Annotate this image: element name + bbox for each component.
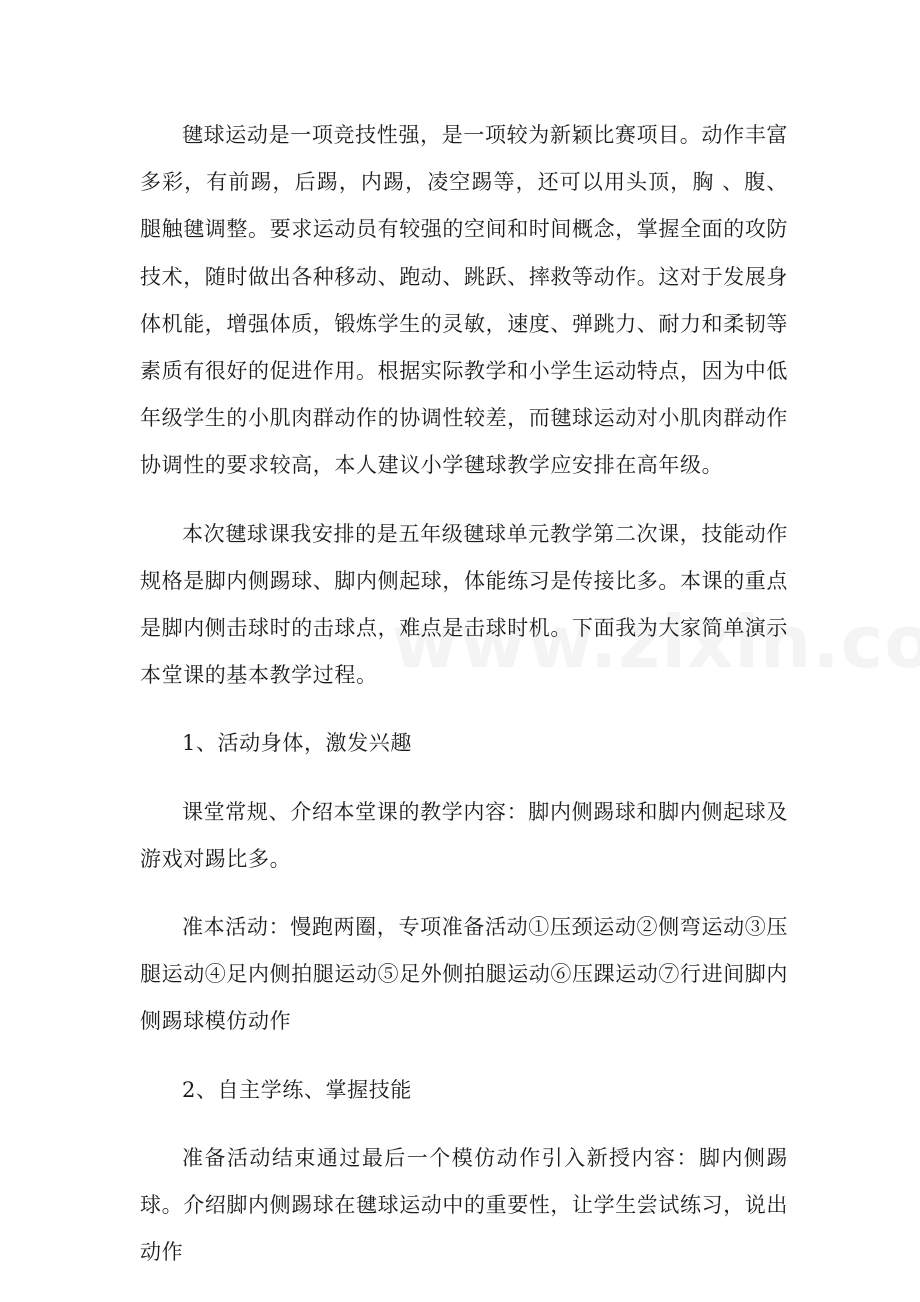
- paragraph-class-routine: 课堂常规、介绍本堂课的教学内容：脚内侧踢球和脚内侧起球及游戏对踢比多。: [140, 799, 788, 871]
- section-heading-1: 1、活动身体，激发兴趣: [182, 731, 412, 756]
- paragraph-warmup: 准本活动：慢跑两圈，专项准备活动①压颈运动②侧弯运动③压腿运动④足内侧拍腿运动⑤足外侧拍腿运动⑥压踝运动⑦行进间脚内侧踢球模仿动作: [140, 915, 788, 1034]
- document-body: [140, 112, 788, 1276]
- section-heading-2: 2、自主学练、掌握技能: [182, 1077, 412, 1102]
- paragraph-lesson-overview: 本次毽球课我安排的是五年级毽球单元教学第二次课，技能动作规格是脚内侧踢球、脚内侧起球，体能练习是传接比多。本课的重点是脚内侧击球时的击球点，难点是击球时机。下面我为大家简单演示本堂课的基本教学过程。: [140, 521, 788, 688]
- paragraph-new-content: 准备活动结束通过最后一个模仿动作引入新授内容：脚内侧踢球。介绍脚内侧踢球在毽球运动中的重要性，让学生尝试练习，说出动作: [140, 1145, 788, 1265]
- paragraph-intro: 毽球运动是一项竞技性强，是一项较为新颖比赛项目。动作丰富多彩，有前踢，后踢，内踢，凌空踢等，还可以用头顶，胸 、腹、腿触毽调整。要求运动员有较强的空间和时间概念，掌握全面的攻防技术，随时做出各种移动、跑动、跳跃、摔救等动作。这对于发展身体机能，增强体质，锻炼学生的灵敏，速度、弹跳力、耐力和柔韧等素质有很好的促进作用。根据实际教学和小学生运动特点，因为中低年级学生的小肌肉群动作的协调性较差，而毽球运动对小肌肉群动作协调性的要求较高，本人建议小学毽球教学应安排在高年级。: [140, 123, 788, 478]
